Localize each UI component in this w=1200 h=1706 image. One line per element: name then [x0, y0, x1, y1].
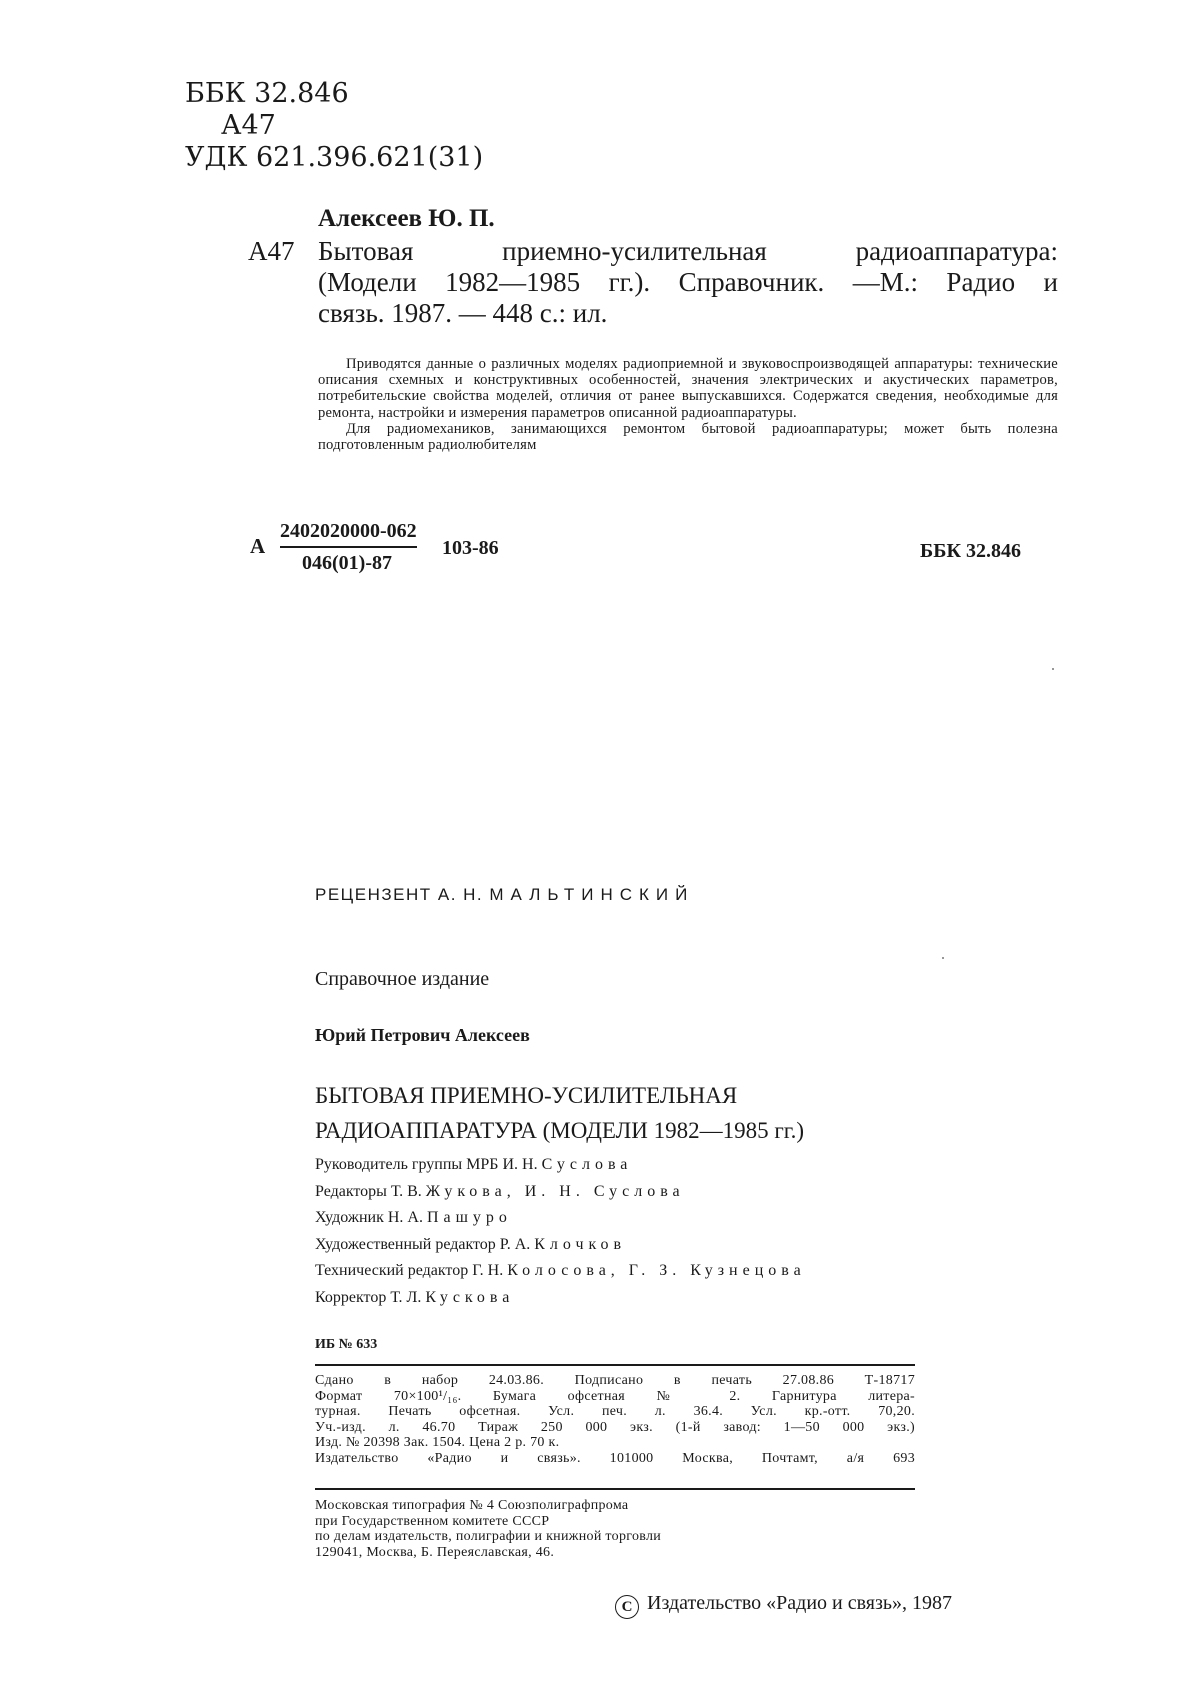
caps-title-line: БЫТОВАЯ ПРИЕМНО-УСИЛИТЕЛЬНАЯ: [315, 1083, 738, 1108]
staff-line: Корректор Т. Л. Кускова: [315, 1288, 515, 1306]
udc-code: УДК 621.396.621(31): [185, 142, 484, 173]
imprint-line: Формат 70×100¹/₁₆. Бумага офсетная № 2. Гарнитура литера-: [315, 1388, 915, 1404]
ib-number: ИБ № 633: [315, 1337, 378, 1352]
annotation: [318, 356, 1058, 453]
caps-title-line: РАДИОАППАРАТУРА (МОДЕЛИ 1982—1985 гг.): [315, 1118, 805, 1143]
imprint: [315, 1373, 915, 1466]
printer-line: Московская типография № 4 Союзполиграфпрома: [315, 1498, 629, 1513]
reviewer-name: МАЛЬТИНСКИЙ: [489, 885, 695, 904]
printer-line: 129041, Москва, Б. Переяславская, 46.: [315, 1544, 555, 1560]
full-author: Юрий Петрович Алексеев: [315, 1025, 530, 1045]
printer-line: по делам издательств, полиграфии и книжной торговли: [315, 1529, 662, 1544]
staff-line: Редакторы Т. В. Жукова, И. Н. Суслова: [315, 1182, 685, 1200]
catalog-title: [318, 236, 1058, 329]
catalog-title-line: Бытовая приемно-усилительная радиоаппаратура:: [318, 236, 1058, 266]
printer-info: [315, 1498, 661, 1560]
scan-speck: [942, 957, 944, 959]
reviewer-prefix: РЕЦЕНЗЕНТ А. Н.: [315, 885, 484, 904]
copyright-icon: C: [615, 1595, 639, 1619]
imprint-line: турная. Печать офсетная. Усл. печ. л. 36.4. Усл. кр.-отт. 70,20.: [315, 1404, 915, 1419]
edition-type: Справочное издание: [315, 968, 490, 990]
index-numerator: 2402020000-062: [280, 520, 417, 548]
author-mark: А47: [221, 110, 276, 141]
divider: [315, 1364, 915, 1366]
index-middle: 103-86: [442, 537, 499, 559]
classification-block: [185, 78, 483, 174]
imprint-line: Изд. № 20398 Зак. 1504. Цена 2 р. 70 к.: [315, 1435, 560, 1450]
bbk-code: ББК 32.846: [185, 78, 349, 109]
index-bbk: ББК 32.846: [920, 540, 1021, 562]
scan-speck: [1052, 668, 1054, 670]
catalog-title-line: (Модели 1982—1985 гг.). Справочник. —М.: Радио и: [318, 267, 1058, 297]
staff-line: Руководитель группы МРБ И. Н. Суслова: [315, 1156, 633, 1173]
imprint-line: Уч.-изд. л. 46.70 Тираж 250 000 экз. (1-й завод: 1—50 000 экз.): [315, 1419, 915, 1435]
catalog-author-mark: А47: [248, 236, 295, 266]
staff-line: Художественный редактор Р. А. Клочков: [315, 1235, 627, 1253]
catalog-title-line: связь. 1987. — 448 с.: ил.: [318, 298, 608, 328]
staff-list: [315, 1152, 806, 1311]
catalog-author: Алексеев Ю. П.: [318, 205, 495, 232]
staff-line: Художник Н. А. Пашуро: [315, 1209, 512, 1226]
index-denominator: 046(01)-87: [302, 552, 392, 574]
imprint-line: Издательство «Радио и связь». 101000 Москва, Почтамт, а/я 693: [315, 1450, 915, 1466]
reviewer: [315, 885, 694, 905]
caps-title: [315, 1078, 1075, 1148]
printer-line: при Государственном комитете СССР: [315, 1513, 550, 1529]
imprint-line: Сдано в набор 24.03.86. Подписано в печать 27.08.86 Т-18717: [315, 1373, 915, 1388]
staff-line: Технический редактор Г. Н. Колосова, Г. З. Кузнецова: [315, 1262, 806, 1279]
annotation-paragraph: Для радиомехаников, занимающихся ремонтом бытовой радиоаппаратуры; может быть полезна подготовленным радиолюбителям: [318, 420, 1058, 454]
copyright-text: Издательство «Радио и связь», 1987: [647, 1592, 953, 1614]
annotation-paragraph: Приводятся данные о различных моделях радиоприемной и звуковоспроизводящей аппаратуры: технические описания схемных и конструктивных особенностей, значения электрических и акустических параметров, потребительские свойства моделей, отличия от ранее выпускавшихся. Содержатся сведения, необходимые для ремонта, настройки и измерения параметров описанной радиоаппаратуры.: [318, 356, 1058, 421]
index-fraction: [280, 520, 417, 575]
index-letter: А: [250, 534, 266, 558]
copyright: [615, 1592, 952, 1619]
divider: [315, 1488, 915, 1490]
